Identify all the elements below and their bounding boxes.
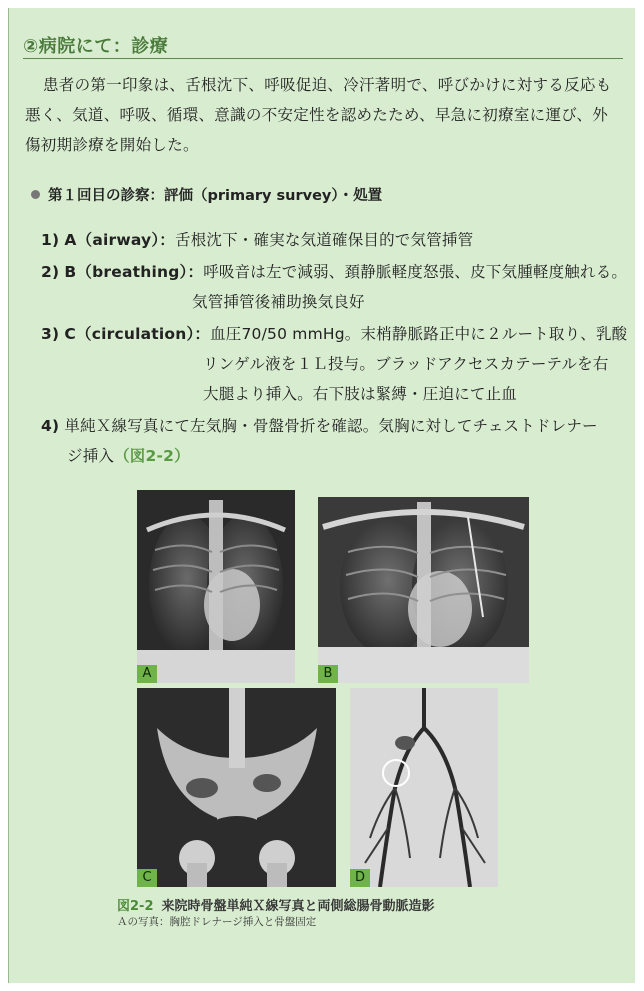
item-text: 単純Ｘ線写真にて左気胸・骨盤骨折を確認。気胸に対してチェストドレナー [64, 417, 598, 435]
figure-ref: （図2-2） [114, 447, 190, 465]
figure-caption-text: 来院時骨盤単純Ｘ線写真と両側総腸骨動脈造影 [161, 899, 435, 914]
section-title: ②病院にて：診療 [23, 36, 169, 57]
xray-image-b [318, 497, 529, 683]
survey-item-circulation [41, 319, 627, 349]
item-number: 1) [41, 231, 60, 249]
panel-label-b: B [318, 665, 338, 683]
item-label: C（circulation）： [64, 325, 211, 343]
xray-image-c [137, 688, 336, 887]
section-heading [23, 32, 623, 59]
survey-heading [31, 184, 382, 205]
survey-item-xray-cont [67, 441, 190, 471]
item-label: B（breathing）： [64, 263, 204, 281]
item-text: 血圧70/50 mmHg。末梢静脈路正中に２ルート取り、乳酸 [210, 325, 628, 343]
figure-caption [117, 895, 435, 914]
survey-item-airway [41, 225, 473, 255]
panel-label-a: A [137, 665, 157, 683]
figure-subcaption: Ａの写真：胸腔ドレナージ挿入と骨盤固定 [117, 916, 317, 928]
angiogram-image-d [350, 688, 498, 887]
intro-paragraph: 患者の第一印象は、舌根沈下、呼吸促迫、冷汗著明で、呼びかけに対する反応も悪く、気道、呼吸、循環、意識の不安定性を認めたため、早急に初療室に運び、外傷初期診療を開始した。 [25, 76, 612, 154]
panel-label-c: C [137, 869, 157, 887]
item-number: 2) [41, 263, 60, 281]
item-number: 3) [41, 325, 60, 343]
item-text: 呼吸音は左で減弱、頚静脈軽度怒張、皮下気腫軽度触れる。 [203, 263, 628, 281]
panel-label-d: D [350, 869, 370, 887]
survey-item-circulation-cont1: リンゲル液を１Ｌ投与。ブラッドアクセスカテーテルを右 [203, 355, 609, 373]
item-label: A（airway）： [64, 231, 175, 249]
survey-item-circulation-cont2: 大腿より挿入。右下肢は緊縛・圧迫にて止血 [203, 385, 518, 403]
item-text: 舌根沈下・確実な気道確保目的で気管挿管 [175, 231, 474, 249]
survey-item-breathing-cont: 気管挿管後補助換気良好 [192, 293, 365, 311]
survey-item-breathing [41, 257, 627, 287]
survey-heading-text: 第１回目の診察：評価（primary survey）・処置 [48, 188, 383, 204]
figure-number: 図2-2 [117, 899, 154, 914]
item-text: ジ挿入 [67, 447, 115, 465]
xray-image-a [137, 490, 295, 683]
page-panel [8, 8, 635, 983]
survey-item-xray [41, 411, 598, 441]
item-number: 4) [41, 417, 60, 435]
bullet-icon [31, 190, 40, 199]
